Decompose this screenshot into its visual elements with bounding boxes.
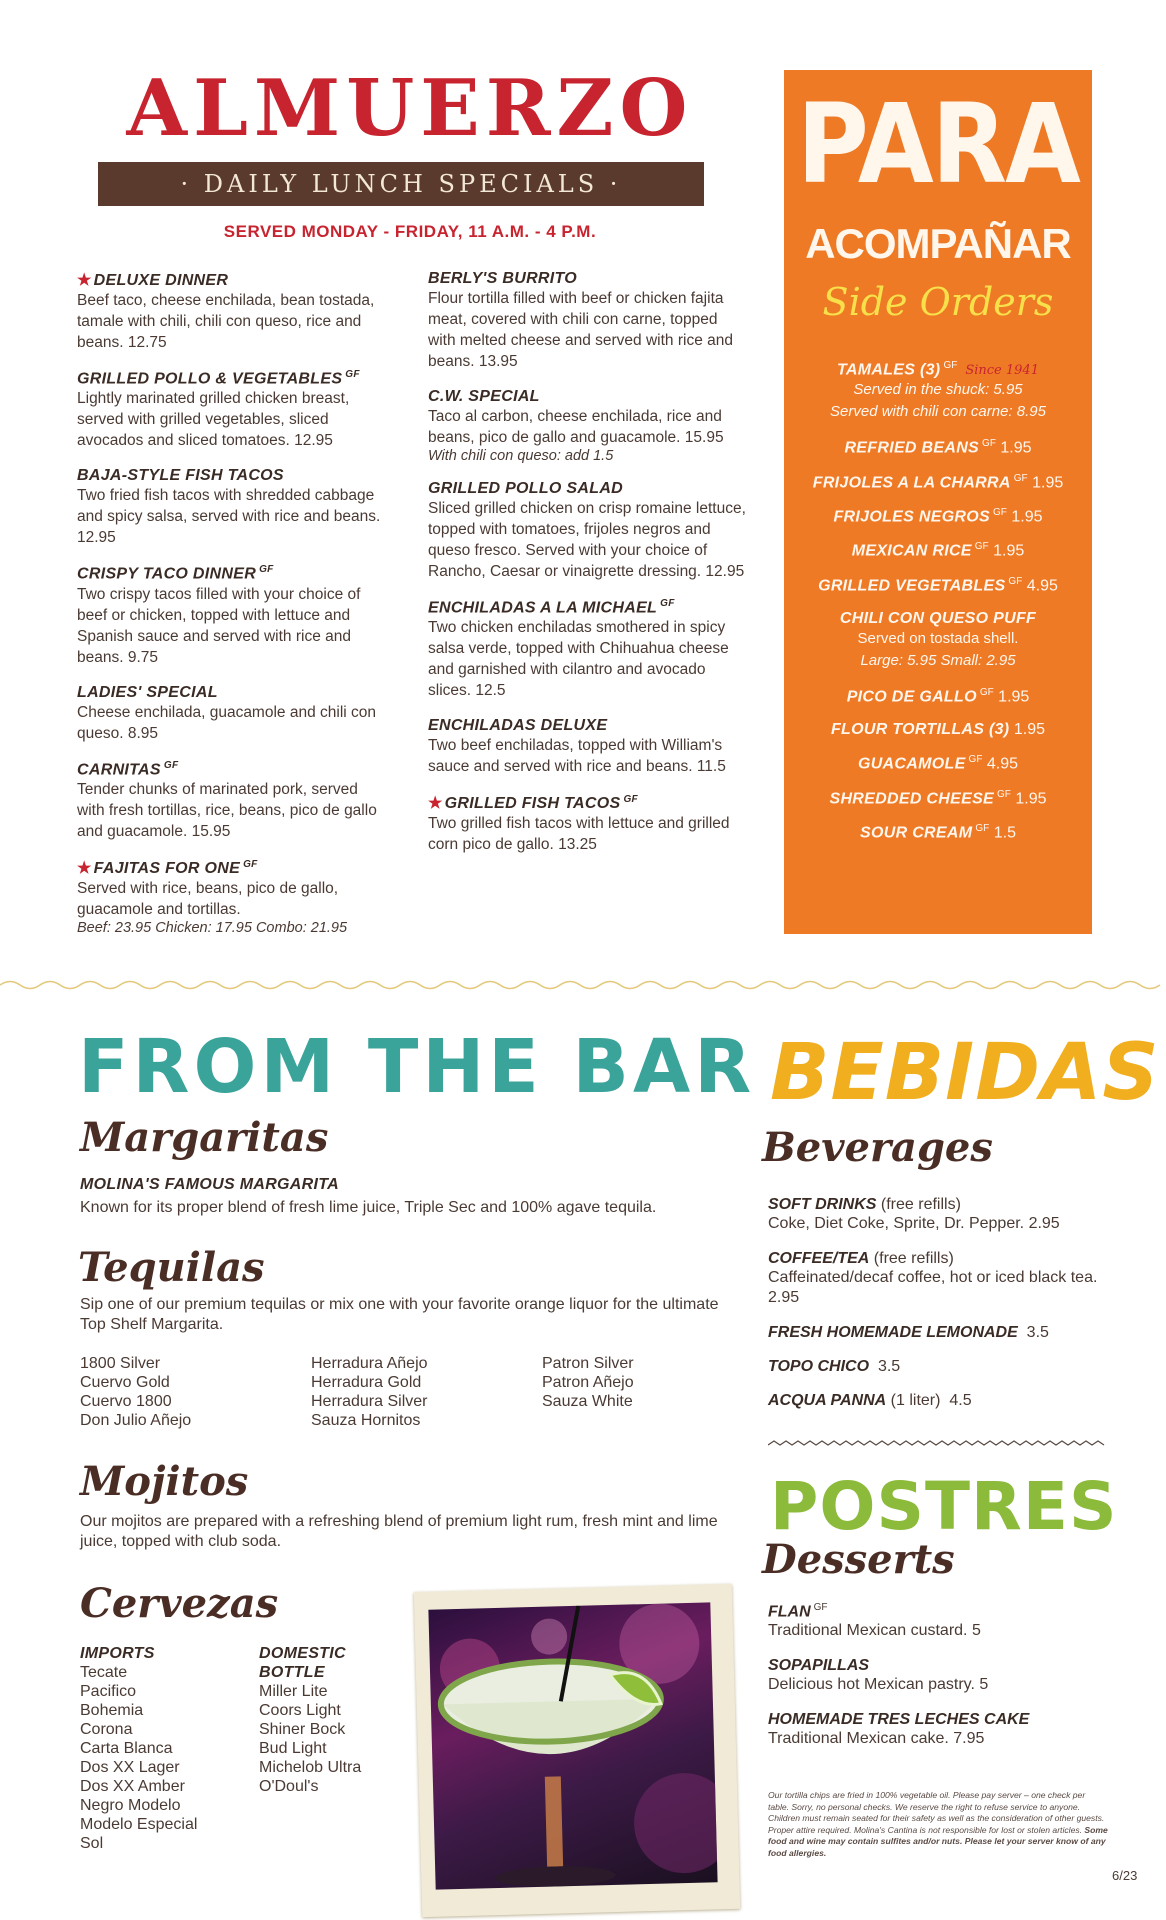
item-description: Two crispy tacos filled with your choice of beef or chicken, topped with lettuce and Spanish sauce and served with rice and beans. 9.75 <box>77 585 361 666</box>
gluten-free-badge: GF <box>993 506 1007 518</box>
gluten-free-badge: GF <box>813 1602 828 1613</box>
menu-item <box>77 564 387 667</box>
gluten-free-badge: GF <box>974 541 989 553</box>
list-item: Cuervo 1800 <box>80 1393 172 1410</box>
menu-item <box>428 598 748 701</box>
item-description: Cheese enchilada, guacamole and chili con queso. 8.95 <box>77 703 377 742</box>
beverage-note: (free refills) <box>880 1196 961 1213</box>
item-name: C.W. SPECIAL <box>428 388 540 405</box>
almuerzo-title: ALMUERZO <box>126 63 694 154</box>
list-item: Sauza Hornitos <box>311 1412 421 1429</box>
fine-print-text: Our tortilla chips are fried in 100% vegetable oil. Please pay server – one check per table. Sorry, no personal checks. We reserve the right to refuse service to anyone. Children must remain seated for their safety as well as the consideration of other guests. Proper attire required. Molina's Cantina is not responsible for lost or stolen articles. <box>768 1790 1105 1835</box>
dessert-item <box>768 1657 1128 1695</box>
side-orders-list <box>784 360 1092 857</box>
dessert-description: Traditional Mexican custard. 5 <box>768 1622 981 1640</box>
side-name: TAMALES (3) <box>837 361 941 379</box>
allergy-notice: Some food and wine may contain sulfites and/or nuts. Please let your server know of any food allergies. <box>768 1824 1108 1858</box>
item-name: BAJA-STYLE FISH TACOS <box>77 467 284 485</box>
side-name: FRIJOLES NEGROS <box>833 508 991 526</box>
desserts-subtitle: Desserts <box>762 1536 955 1583</box>
item-name: FAJITAS FOR ONE <box>93 859 241 877</box>
tequilas-heading: Tequilas <box>78 1244 265 1291</box>
list-item: Carta Blanca <box>80 1740 173 1757</box>
beverage-price: 3.5 <box>1026 1324 1049 1341</box>
side-price: 1.95 <box>1000 439 1032 457</box>
gluten-free-badge: GF <box>975 822 990 834</box>
served-hours: SERVED MONDAY - FRIDAY, 11 A.M. - 4 P.M. <box>223 222 597 241</box>
list-item: Herradura Silver <box>311 1393 428 1410</box>
star-icon: ★ <box>77 859 92 877</box>
imports-list <box>80 1644 197 1853</box>
beverage-price: 3.5 <box>877 1358 901 1375</box>
side-item <box>784 754 1092 773</box>
dessert-name: HOMEMADE TRES LECHES CAKE <box>768 1711 1030 1729</box>
bottle-heading: BOTTLE <box>259 1664 325 1681</box>
item-name: ENCHILADAS A LA MICHAEL <box>428 599 658 617</box>
item-description: Sliced grilled chicken on crisp romaine lettuce, topped with tomatoes, frijoles negros and queso fresco. Served with your choice of Rancho, Caesar or vinaigrette dressing. 12.95 <box>428 500 746 580</box>
menu-item <box>428 480 748 582</box>
side-name: MEXICAN RICE <box>851 542 972 560</box>
gluten-free-badge: GF <box>660 598 675 609</box>
beverage-item <box>768 1196 1128 1234</box>
beverage-name: FRESH HOMEMADE LEMONADE <box>768 1324 1018 1341</box>
item-description: Lightly marinated grilled chicken breast, served with grilled vegetables, sliced avocados and sliced tomatoes. 12.95 <box>77 390 350 450</box>
side-item <box>784 507 1092 526</box>
side-price: 1.95 <box>1015 789 1047 807</box>
side-name: CHILI CON QUESO PUFF <box>839 609 1037 627</box>
list-item: Bohemia <box>80 1702 144 1719</box>
item-description: Two grilled fish tacos with lettuce and grilled corn pico de gallo. 13.25 <box>428 815 730 854</box>
beverages-subtitle: Beverages <box>762 1124 993 1171</box>
item-name: DELUXE DINNER <box>93 272 229 289</box>
menu-item <box>428 793 748 855</box>
dessert-item <box>768 1602 1128 1641</box>
item-name: BERLY'S BURRITO <box>428 270 578 287</box>
menu-item <box>428 717 748 777</box>
beverage-name: ACQUA PANNA <box>768 1392 887 1409</box>
side-price: 1.5 <box>993 824 1016 842</box>
margaritas-heading: Margaritas <box>80 1114 329 1161</box>
side-name: GUACAMOLE <box>857 755 966 773</box>
gluten-free-badge: GF <box>1008 575 1023 587</box>
side-name: FLOUR TORTILLAS (3) <box>830 721 1010 739</box>
side-orders-subtitle: Side Orders <box>822 280 1054 324</box>
side-detail: Served in the shuck: 5.95 <box>853 381 1023 399</box>
postres-title: POSTRES <box>770 1468 1118 1545</box>
item-description: Two fried fish tacos with shredded cabbage and spicy salsa, served with rice and beans. 12.95 <box>77 487 381 547</box>
tequilas-description: Sip one of our premium tequilas or mix one with your favorite orange liquor for the ultimate Top Shelf Margarita. <box>80 1296 719 1333</box>
side-item <box>784 438 1092 457</box>
beverage-description: Coke, Diet Coke, Sprite, Dr. Pepper. 2.95 <box>768 1215 1060 1232</box>
list-item: Patron Añejo <box>542 1374 634 1391</box>
list-item: Michelob Ultra <box>259 1759 362 1776</box>
list-item: Cuervo Gold <box>80 1374 170 1391</box>
gluten-free-badge: GF <box>259 564 274 576</box>
beverage-name: COFFEE/TEA <box>768 1250 870 1267</box>
beverages-list <box>768 1196 1128 1426</box>
bebidas-title: BEBIDAS <box>770 1028 1160 1118</box>
menu-item <box>77 684 387 744</box>
list-item: Miller Lite <box>259 1683 328 1700</box>
list-item: Herradura Gold <box>311 1374 422 1391</box>
from-the-bar-title: FROM THE BAR <box>78 1024 756 1110</box>
ornamental-divider <box>0 978 1166 992</box>
item-name: LADIES' SPECIAL <box>77 683 218 701</box>
item-description: Beef taco, cheese enchilada, bean tostada, tamale with chili, chili con queso, rice and beans. 12.75 <box>77 292 375 351</box>
margarita-description: Known for its proper blend of fresh lime juice, Triple Sec and 100% agave tequila. <box>80 1199 657 1216</box>
mojitos-heading: Mojitos <box>80 1458 249 1505</box>
item-name: GRILLED POLLO SALAD <box>428 480 624 497</box>
side-price: 4.95 <box>986 755 1019 773</box>
para-title: PARA <box>797 81 1079 209</box>
side-item-puff <box>784 610 1092 672</box>
menu-item <box>77 270 387 353</box>
item-description: Two beef enchiladas, topped with William's sauce and served with rice and beans. 11.5 <box>428 737 726 776</box>
beverage-note: (1 liter) <box>890 1392 941 1409</box>
list-item: Modelo Especial <box>80 1816 198 1833</box>
list-item: Negro Modelo <box>80 1797 181 1814</box>
list-item: Sauza White <box>542 1393 633 1410</box>
list-item: Patron Silver <box>542 1355 634 1372</box>
list-item: Bud Light <box>259 1740 327 1757</box>
cervezas-heading: Cervezas <box>80 1580 279 1627</box>
beverage-name: TOPO CHICO <box>768 1358 870 1375</box>
beverage-description: Caffeinated/decaf coffee, hot or iced black tea. 2.95 <box>768 1269 1098 1306</box>
item-description: Tender chunks of marinated pork, served with fresh tortillas, rice, beans, pico de gallo and guacamole. 15.95 <box>77 780 377 840</box>
dessert-item <box>768 1711 1128 1749</box>
menu-item <box>428 388 748 464</box>
side-item <box>784 473 1092 492</box>
menu-item <box>77 760 387 842</box>
list-item: Sol <box>80 1835 104 1852</box>
menu-item <box>428 270 748 372</box>
gluten-free-badge: GF <box>623 794 638 805</box>
dessert-name: SOPAPILLAS <box>768 1657 870 1675</box>
item-name: GRILLED POLLO & VEGETABLES <box>77 370 343 388</box>
item-name: CARNITAS <box>77 760 161 778</box>
list-item: Tecate <box>80 1664 128 1681</box>
side-price: 1.95 <box>1032 473 1064 491</box>
gluten-free-badge: GF <box>243 858 258 870</box>
item-name: CRISPY TACO DINNER <box>77 565 257 583</box>
side-detail: Large: 5.95 Small: 2.95 <box>860 651 1016 669</box>
side-item <box>784 576 1092 595</box>
star-icon: ★ <box>77 272 92 289</box>
list-item: 1800 Silver <box>80 1355 161 1372</box>
menu-item <box>77 467 387 548</box>
mojitos-description: Our mojitos are prepared with a refreshing blend of premium light rum, fresh mint and lime juice, topped with club soda. <box>80 1513 718 1550</box>
item-description: Flour tortilla filled with beef or chicken fajita meat, covered with chili con carne, topped with melted cheese and served with rice and beans. 13.95 <box>428 290 733 370</box>
item-name: GRILLED FISH TACOS <box>444 795 621 813</box>
item-options: Beef: 23.95 Chicken: 17.95 Combo: 21.95 <box>77 919 348 936</box>
list-item: Coors Light <box>259 1702 341 1719</box>
gluten-free-badge: GF <box>345 369 360 380</box>
margarita-glass-illustration <box>428 1602 717 1889</box>
side-item <box>784 721 1092 739</box>
dessert-description: Traditional Mexican cake. 7.95 <box>768 1730 985 1748</box>
list-item: Don Julio Añejo <box>80 1412 192 1429</box>
side-name: SOUR CREAM <box>860 824 973 842</box>
side-item-tamales <box>784 360 1092 423</box>
margarita-name: MOLINA'S FAMOUS MARGARITA <box>80 1176 339 1193</box>
item-description: Two chicken enchiladas smothered in spicy salsa verde, topped with Chihuahua cheese and garnished with cilantro and avocado slices. 12.5 <box>428 619 729 700</box>
gluten-free-badge: GF <box>979 686 994 698</box>
list-item: Shiner Bock <box>259 1721 346 1738</box>
list-item: Corona <box>80 1721 133 1738</box>
beverage-item <box>768 1392 1128 1410</box>
lunch-specials-banner: · DAILY LUNCH SPECIALS · <box>98 162 704 206</box>
imports-heading: IMPORTS <box>80 1645 155 1662</box>
beverage-item <box>768 1358 1128 1376</box>
side-name: FRIJOLES A LA CHARRA <box>812 473 1011 491</box>
list-item: O'Doul's <box>259 1778 319 1795</box>
tequila-list-1 <box>80 1354 191 1430</box>
side-name: PICO DE GALLO <box>846 688 977 706</box>
beverage-name: SOFT DRINKS <box>768 1196 877 1213</box>
list-item: Herradura Añejo <box>311 1355 428 1372</box>
domestic-heading: DOMESTIC <box>259 1645 346 1662</box>
beverage-item <box>768 1250 1128 1308</box>
side-name: REFRIED BEANS <box>844 439 980 457</box>
item-name: ENCHILADAS DELUXE <box>428 717 608 735</box>
fine-print <box>768 1790 1108 1860</box>
beverage-price: 4.5 <box>949 1392 972 1409</box>
side-price: 1.95 <box>1011 508 1043 526</box>
side-name: SHREDDED CHEESE <box>829 789 995 807</box>
page-number: 6/23 <box>1112 1868 1138 1883</box>
gluten-free-badge: GF <box>968 754 983 766</box>
side-item <box>784 789 1092 808</box>
lunch-column-left <box>77 270 387 952</box>
gluten-free-badge: GF <box>997 788 1011 800</box>
lunch-column-right <box>428 270 748 871</box>
dessert-description: Delicious hot Mexican pastry. 5 <box>768 1676 989 1694</box>
side-price: 1.95 <box>1013 721 1046 739</box>
tequila-list-2 <box>311 1354 428 1430</box>
list-item: Dos XX Amber <box>80 1778 185 1795</box>
acompanar-title: ACOMPAÑAR <box>805 220 1071 267</box>
item-options: With chili con queso: add 1.5 <box>428 448 614 464</box>
gluten-free-badge: GF <box>163 759 179 771</box>
since-1941-label: Since 1941 <box>965 363 1039 379</box>
gluten-free-badge: GF <box>943 360 958 371</box>
gluten-free-badge: GF <box>1013 472 1028 484</box>
star-icon: ★ <box>428 795 443 813</box>
item-description: Served with rice, beans, pico de gallo, guacamole and tortillas. <box>77 879 339 918</box>
side-detail: Served with chili con carne: 8.95 <box>830 403 1046 421</box>
beverage-item <box>768 1324 1128 1342</box>
side-item <box>784 541 1092 560</box>
side-detail: Served on tostada shell. <box>857 629 1019 647</box>
item-description: Taco al carbon, cheese enchilada, rice and beans, pico de gallo and guacamole. 15.95 <box>428 408 724 446</box>
side-price: 1.95 <box>993 542 1025 560</box>
dessert-name: FLAN <box>768 1603 811 1621</box>
tequila-list-3 <box>542 1354 634 1411</box>
menu-item <box>77 858 387 936</box>
side-item <box>784 823 1092 842</box>
side-name: GRILLED VEGETABLES <box>818 576 1006 594</box>
side-item <box>784 687 1092 706</box>
side-price: 4.95 <box>1026 576 1058 594</box>
list-item: Dos XX Lager <box>80 1759 180 1776</box>
desserts-list <box>768 1602 1128 1765</box>
list-item: Pacifico <box>80 1683 137 1700</box>
beverage-note: (free refills) <box>873 1250 954 1267</box>
side-price: 1.95 <box>998 688 1030 706</box>
domestic-list <box>259 1644 361 1796</box>
margarita-photo <box>428 1602 717 1889</box>
menu-item <box>77 369 387 451</box>
zigzag-divider <box>768 1440 1106 1450</box>
gluten-free-badge: GF <box>982 438 996 450</box>
